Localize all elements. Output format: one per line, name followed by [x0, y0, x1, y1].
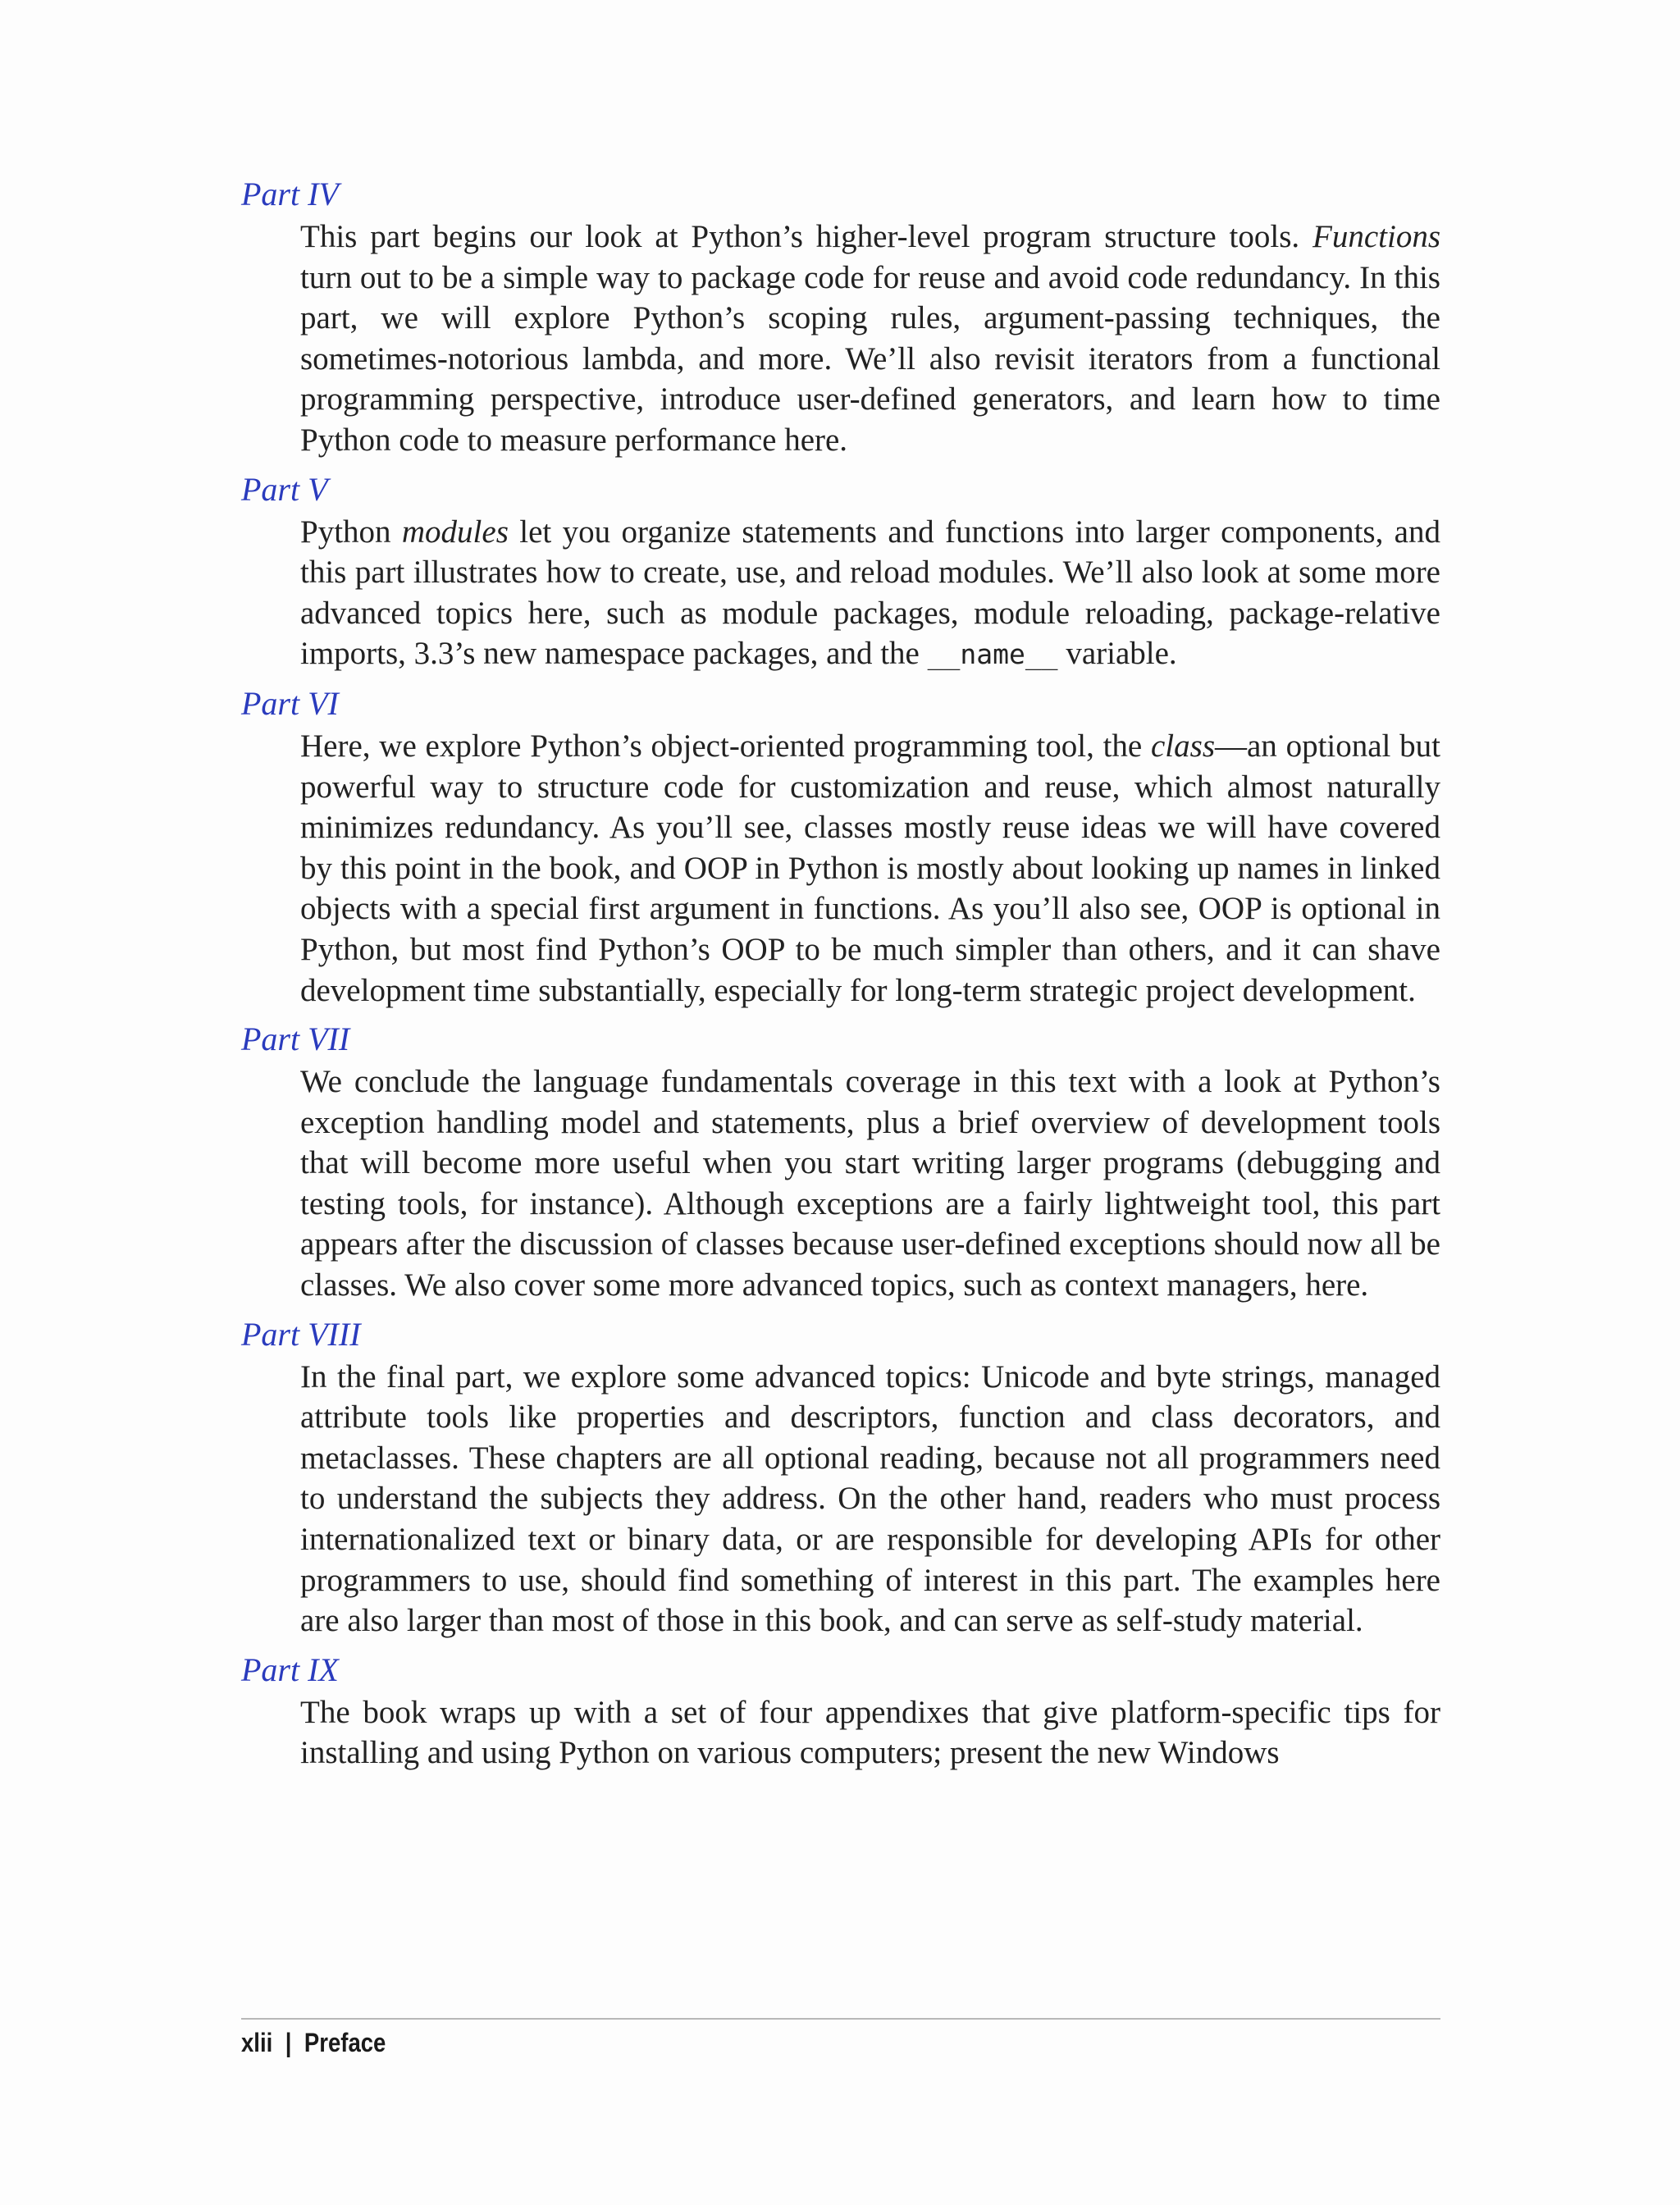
- text-run: variable.: [1057, 636, 1177, 672]
- part-entry-6: [241, 1648, 1440, 1774]
- emphasized-term: modules: [401, 514, 509, 550]
- text-run: In the final part, we explore some advanced topics: Unicode and byte strings, managed attribute tools like properties and descriptors, function and class decorators, and metaclasses. These chapters are all optional reading, because not all programmers need to understand the subjects they address. On the other hand, readers who must process internationalized text or binary data, or are responsible for developing APIs for other programmers to use, should find something of interest in this part. The examples here are also larger than most of those in this book, and can serve as self-study material.: [300, 1358, 1440, 1639]
- page-number: xlii: [241, 2028, 273, 2057]
- page-content: [241, 172, 1440, 1780]
- part-description: [300, 726, 1440, 1011]
- text-run: —an optional but powerful way to structure code for customization and reuse, which almost naturally minimizes redundancy. As you’ll see, classes mostly reuse ideas we will have covered by this point in the book, and OOP in Python is mostly about looking up names in linked objects with a special first argument in functions. As you’ll also see, OOP is optional in Python, but most find Python’s OOP to be much simpler than others, and it can shave development time substantially, especially for long-term strategic project development.: [300, 728, 1440, 1008]
- part-description: [300, 512, 1440, 675]
- part-entry-2: [241, 468, 1440, 675]
- part-title-link[interactable]: Part VII: [241, 1020, 350, 1058]
- text-run: turn out to be a simple way to package code for reuse and avoid code redundancy. In this part, we will explore Python’s scoping rules, argument-passing techniques, the sometimes-notorious lambda, and more. We’ll also revisit iterators from a functional programming perspective, introduce user-defined generators, and learn how to time Python code to measure performance here.: [300, 259, 1440, 458]
- text-run: let you organize statements and functions into larger components, and this part illustrates how to create, use, and reload modules. We’ll also look at some more advanced topics here, such as module packages, module reloading, package-relative imports, 3.3’s new namespace packages, and the: [300, 514, 1440, 672]
- text-run: This part begins our look at Python’s higher-level program structure tools.: [300, 219, 1313, 254]
- part-title-link[interactable]: Part IV: [241, 176, 339, 212]
- text-run: We conclude the language fundamentals coverage in this text with a look at Python’s exception handling model and statements, plus a brief overview of development tools that will become more useful when you start writing larger programs (debugging and testing tools, for instance). Although exceptions are a fairly lightweight tool, this part appears after the discussion of classes because user-defined exceptions should now all be classes. We also cover some more advanced topics, such as context managers, here.: [300, 1064, 1440, 1303]
- page-footer: [241, 2028, 386, 2058]
- emphasized-term: class: [1151, 728, 1215, 764]
- part-title-link[interactable]: Part VI: [241, 684, 339, 722]
- footer-separator: |: [285, 2028, 292, 2057]
- part-entry-5: [241, 1312, 1440, 1641]
- text-run: The book wraps up with a set of four appendixes that give platform-specific tips for installing and using Python on various computers; present the new Windows: [300, 1694, 1440, 1771]
- part-entry-4: [241, 1017, 1440, 1306]
- text-run: Python: [300, 514, 402, 550]
- part-title-link[interactable]: Part V: [241, 470, 328, 508]
- part-entry-3: [241, 682, 1440, 1011]
- part-entry-1: [241, 172, 1440, 461]
- inline-code: __name__: [927, 638, 1058, 671]
- part-description: [300, 1692, 1440, 1774]
- text-run: Here, we explore Python’s object-oriented programming tool, the: [300, 728, 1151, 764]
- part-description: [300, 1061, 1440, 1306]
- part-title-link[interactable]: Part VIII: [241, 1315, 361, 1353]
- emphasized-term: Functions: [1312, 219, 1440, 254]
- footer-divider: [241, 2018, 1440, 2020]
- part-description: [300, 217, 1440, 461]
- running-section-title: Preface: [304, 2028, 386, 2057]
- part-title-link[interactable]: Part IX: [241, 1650, 339, 1688]
- part-description: [300, 1357, 1440, 1641]
